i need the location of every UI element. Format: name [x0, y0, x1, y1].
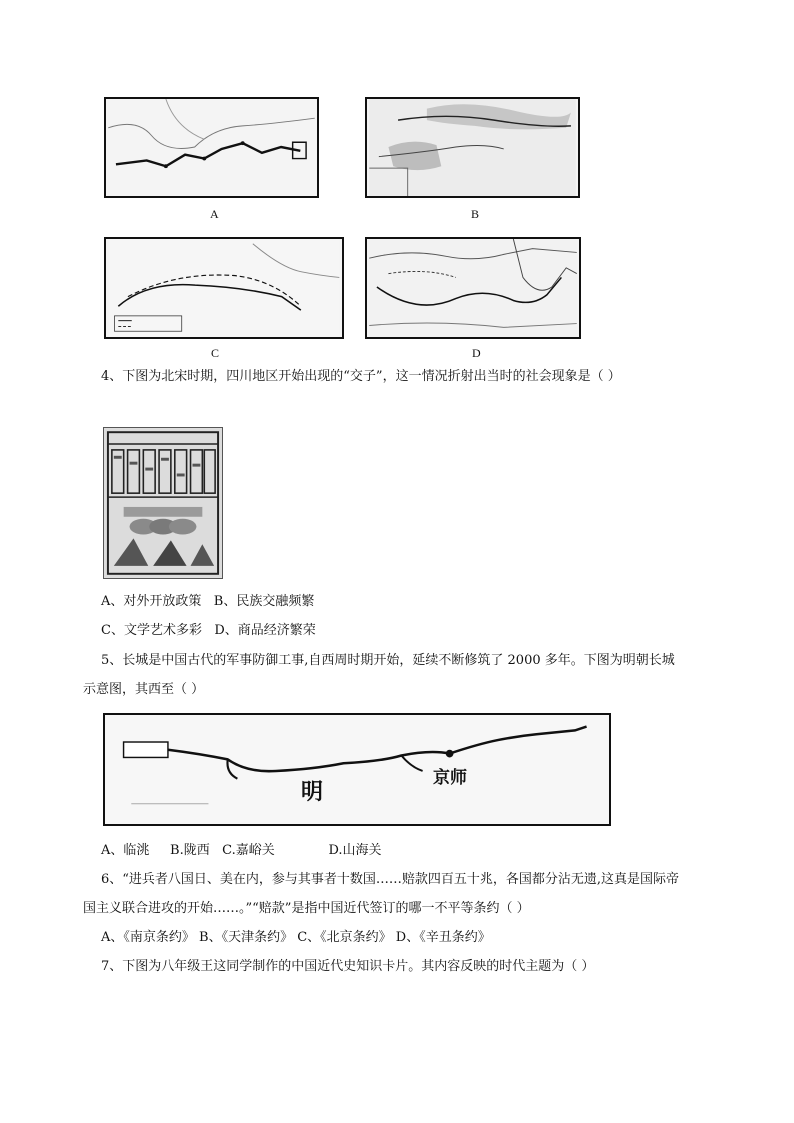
- q6-options: A、《南京条约》 B、《天津条约》 C、《北京条约》 D、《辛丑条约》: [101, 930, 491, 945]
- q5-options: A、临洮 B.陇西 C.嘉峪关 D.山海关: [101, 843, 382, 858]
- jiaozi-image: [103, 427, 223, 579]
- q7-stem: 7、下图为八年级王这同学制作的中国近代史知识卡片。其内容反映的时代主题为（ ）: [101, 959, 595, 974]
- q6-stem-line2: 国主义联合进攻的开始……。”“赔款”是指中国近代签订的哪一不平等条约（ ）: [83, 901, 530, 916]
- map-c-caption: C: [211, 346, 220, 360]
- q6-stem-line1: 6、“进兵者八国日、美在内，参与其事者十数国……赔款四百五十兆，各国都分沾无遗,这真是国际帝: [101, 872, 680, 887]
- map-d-drawing: [367, 239, 579, 337]
- map-a-drawing: [106, 99, 317, 196]
- q5-stem-line2: 示意图，其西至（ ）: [83, 682, 205, 697]
- map-d-caption: D: [472, 346, 481, 360]
- map-b-drawing: [367, 99, 578, 196]
- capital-label: 京师: [433, 768, 467, 788]
- q4-options-ab: A、对外开放政策 B、民族交融频繁: [101, 594, 315, 609]
- dynasty-label: 明: [301, 780, 324, 805]
- q4-stem: 4、下图为北宋时期，四川地区开始出现的“交子”，这一情况折射出当时的社会现象是（ ）: [101, 369, 621, 384]
- map-c-drawing: [106, 239, 342, 337]
- map-a: [104, 97, 319, 198]
- q4-options-cd: C、文学艺术多彩 D、商品经济繁荣: [101, 623, 316, 638]
- map-b-caption: B: [471, 207, 480, 221]
- map-c: [104, 237, 344, 339]
- map-b: [365, 97, 580, 198]
- jiaozi-drawing: [104, 428, 222, 578]
- q5-stem-line1: 5、长城是中国古代的军事防御工事,自西周时期开始，延续不断修筑了 2000 多年。下图为明朝长城: [101, 653, 675, 668]
- map-d: [365, 237, 581, 339]
- great-wall-drawing: [105, 715, 609, 824]
- great-wall-map: [103, 713, 611, 826]
- map-a-caption: A: [210, 207, 219, 221]
